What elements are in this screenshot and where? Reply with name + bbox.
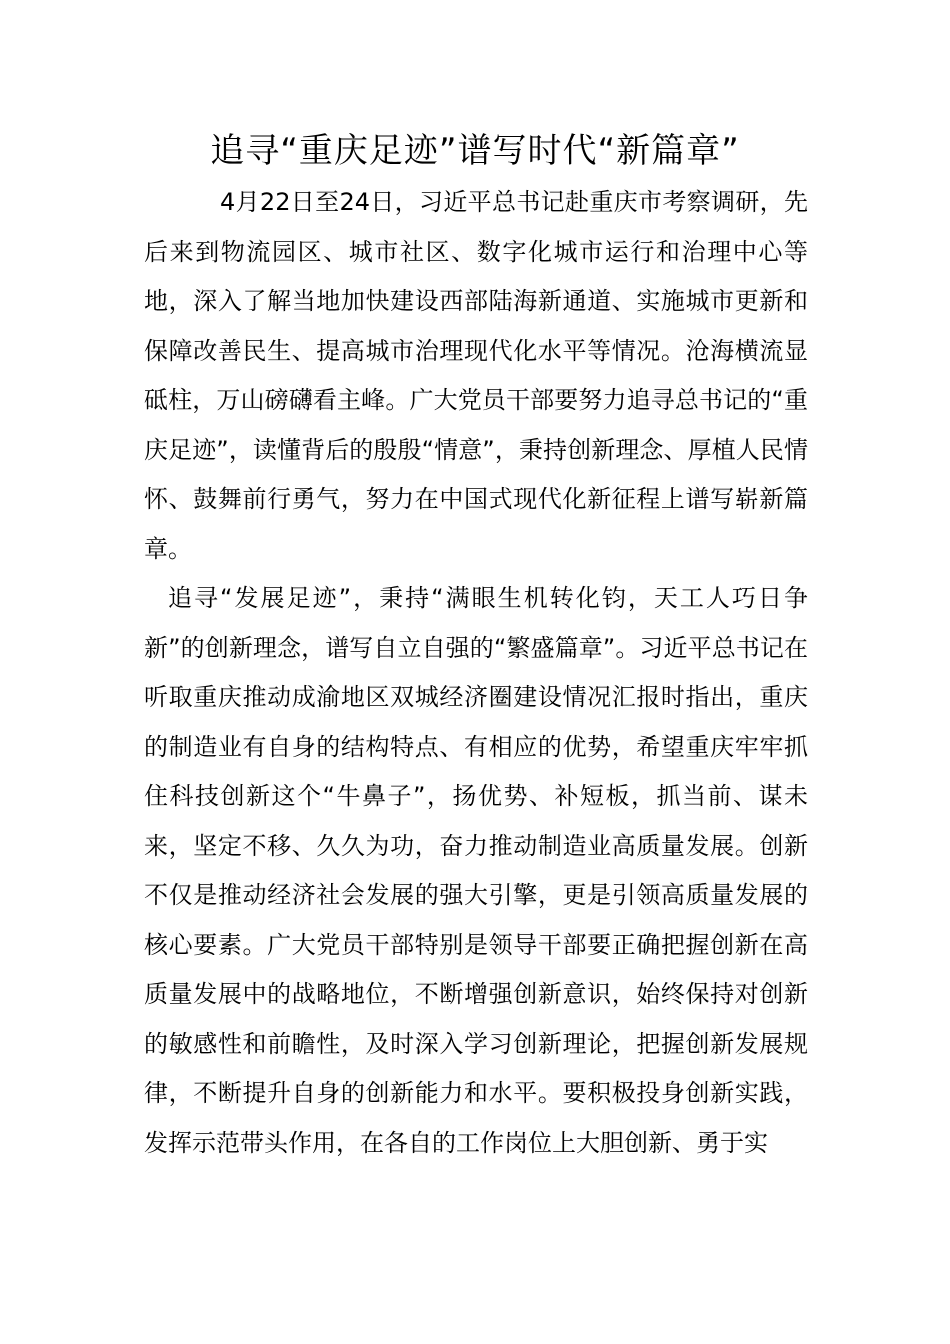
document-body xyxy=(144,178,808,1168)
paragraph-intro: 4月22日至24日，习近平总书记赴重庆市考察调研，先后来到物流园区、城市社区、数字化城市运行和治理中心等地，深入了解当地加快建设西部陆海新通道、实施城市更新和保障改善民生、提高城市治理现代化水平等情况。沧海横流显砥柱，万山磅礴看主峰。广大党员干部要努力追寻总书记的“重庆足迹”，读懂背后的殷殷“情意”，秉持创新理念、厚植人民情怀、鼓舞前行勇气，努力在中国式现代化新征程上谱写崭新篇章。 xyxy=(144,188,808,563)
paragraph-development-footprint: 追寻“发展足迹”，秉持“满眼生机转化钧，天工人巧日争新”的创新理念，谱写自立自强的“繁盛篇章”。习近平总书记在听取重庆推动成渝地区双城经济圈建设情况汇报时指出，重庆的制造业有自身的结构特点、有相应的优势，希望重庆牢牢抓住科技创新这个“牛鼻子”，扬优势、补短板，抓当前、谋未来，坚定不移、久久为功，奋力推动制造业高质量发展。创新不仅是推动经济社会发展的强大引擎，更是引领高质量发展的核心要素。广大党员干部特别是领导干部要正确把握创新在高质量发展中的战略地位，不断增强创新意识，始终保持对创新的敏感性和前瞻性，及时深入学习创新理论，把握创新发展规律，不断提升自身的创新能力和水平。要积极投身创新实践，发挥示范带头作用，在各自的工作岗位上大胆创新、勇于实 xyxy=(144,584,808,1157)
document-title: 追寻“重庆足迹”谱写时代“新篇章” xyxy=(210,131,740,171)
